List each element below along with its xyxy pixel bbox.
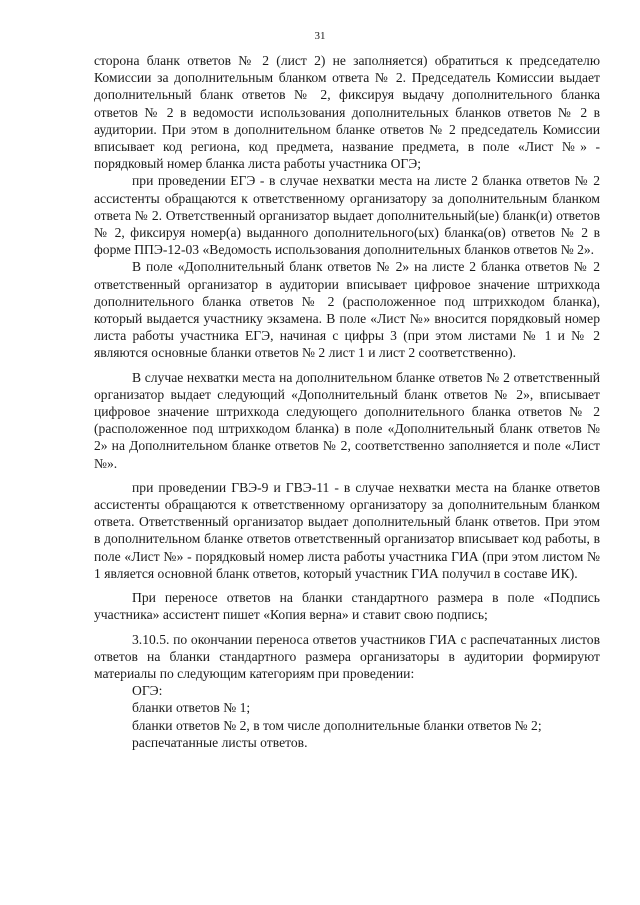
list-item-oge: ОГЭ: — [132, 683, 163, 699]
paragraph-ege-extra-sheet: при проведении ЕГЭ - в случае нехватки места на листе 2 бланка ответов № 2 ассистенты обращаются к ответственному организатору за дополнительным бланком ответа № 2. Ответственный организатор выдает дополнительный(ые) бланк(и) ответов № 2, фиксируя номер(а) выданного дополнительного(ых) бланка(ов) ответов № 2 в форме ППЭ-12-03 «Ведомость использования дополнительных бланков ответов № 2». — [94, 173, 600, 258]
document-body — [94, 52, 600, 751]
paragraph-oge-continuation: сторона бланк ответов № 2 (лист 2) не заполняется) обратиться к председателю Комиссии за дополнительным бланком ответа № 2. Председатель Комиссии выдает дополнительный бланк ответов № 2, фиксируя выдачу дополнительного бланка ответов № 2 в ведомости использования дополнительных бланков ответов № 2 в аудитории. При этом в дополнительном бланке ответов № 2 председатель Комиссии вписывает код региона, код предмета, название предмета, в поле «Лист №» - порядковый номер бланка листа работы участника ОГЭ; — [94, 53, 600, 172]
paragraph-3-10-5: 3.10.5. по окончании переноса ответов участников ГИА с распечатанных листов ответов на бланки стандартного размера организаторы в аудитории формируют материалы по следующим категориям при проведении: — [94, 631, 600, 681]
paragraph-copy-signature: При переносе ответов на бланки стандартного размера в поле «Подпись участника» ассистент пишет «Копия верна» и ставит свою подпись; — [94, 590, 600, 623]
paragraph-next-extra-sheet: В случае нехватки места на дополнительном бланке ответов № 2 ответственный организатор выдает следующий «Дополнительный бланк ответов № 2», вписывает цифровое значение штрихкода следующего дополнительного бланка ответов № 2 (расположенное под штрихкодом бланка) в поле «Дополнительный бланк ответов № 2» на Дополнительном бланке ответов № 2, соответственно заполняется и поле «Лист №». — [94, 369, 600, 471]
list-item-answer-sheets-2: бланки ответов № 2, в том числе дополнительные бланки ответов № 2; — [132, 717, 542, 733]
list-item-answer-sheets-1: бланки ответов № 1; — [132, 700, 251, 716]
paragraph-extra-sheet-field: В поле «Дополнительный бланк ответов № 2» на листе 2 бланка ответов № 2 ответственный организатор в аудитории вписывает цифровое значение штрихкода дополнительного бланка ответов № 2 (расположенное под штрихкодом бланка), который выдается участнику экзамена. В поле «Лист №» вносится порядковый номер листа работы участника ЕГЭ, начиная с цифры 3 (при этом листами № 1 и № 2 являются основные бланки ответов № 2 лист 1 и лист 2 соответственно). — [94, 259, 600, 361]
page-number: 31 — [314, 30, 326, 42]
paragraph-gve-extra-sheet: при проведении ГВЭ-9 и ГВЭ-11 - в случае нехватки места на бланке ответов ассистенты обращаются к ответственному организатору за дополнительным бланком ответа. Ответственный организатор выдает дополнительный бланк ответов. При этом в дополнительном бланке ответов ответственный организатор вписывает код работы, в поле «Лист №» - порядковый номер листа работы участника ГИА (при этом листом № 1 является основной бланк ответов, который участник ГИА получил в составе ИК). — [94, 479, 600, 581]
list-item-printed-sheets: распечатанные листы ответов. — [132, 734, 308, 750]
